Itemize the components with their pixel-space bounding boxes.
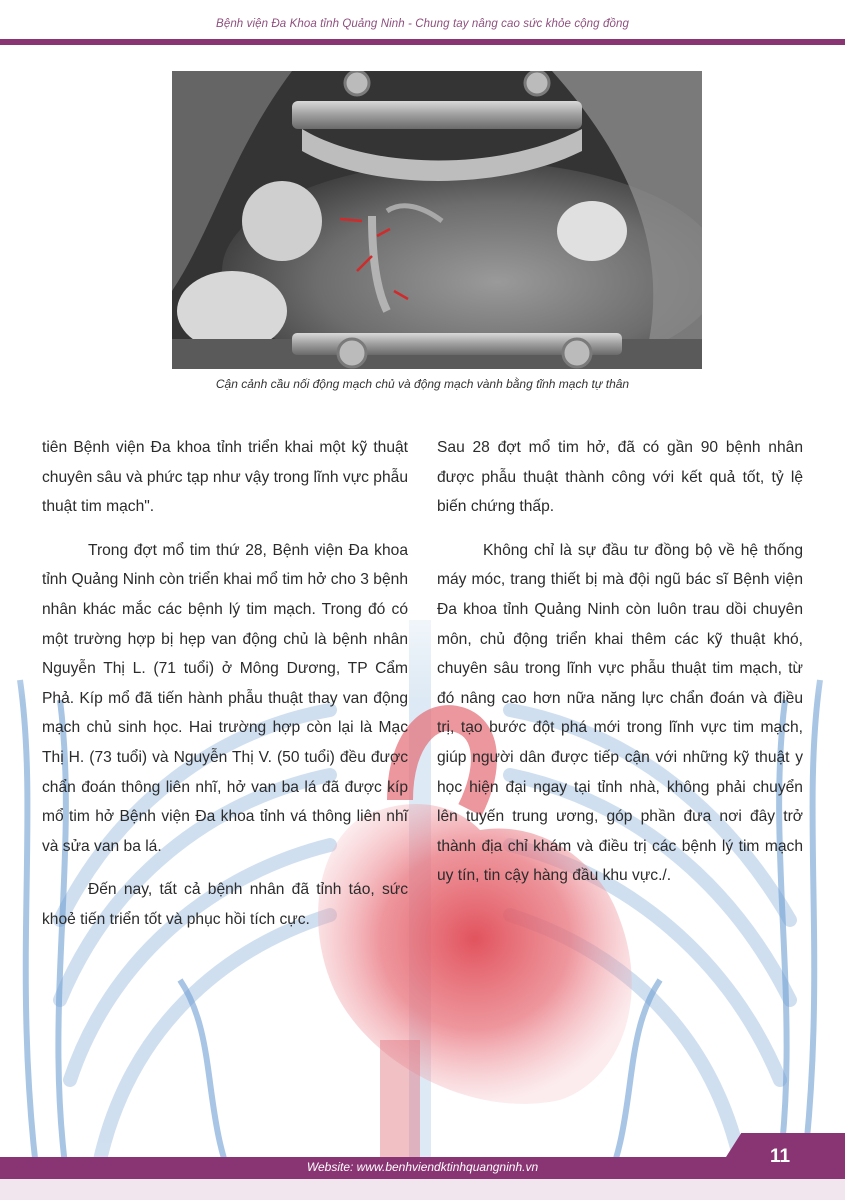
- paragraph: Đến nay, tất cả bệnh nhân đã tỉnh táo, sức khoẻ tiến triển tốt và phục hồi tích cực.: [42, 881, 408, 928]
- paragraph: Trong đợt mổ tim thứ 28, Bệnh viện Đa khoa tỉnh Quảng Ninh còn triển khai mổ tim hở cho 3 bệnh nhân khác mắc các bệnh lý tim mạch. Trong đó có một trường hợp bị hẹp van động chủ là bệnh nhân Nguyễn Thị L. (71 tuổi) ở Mông Dương, TP Cẩm Phả. Kíp mổ đã tiến hành phẫu thuật thay van động mạch chủ sinh học. Hai trường hợp còn lại là Mạc Thị H. (73 tuổi) và Nguyễn Thị V. (50 tuổi) đều được chẩn đoán thông liên nhĩ, hở van ba lá đã được kíp mổ tim hở Bệnh viện Đa khoa tỉnh vá thông liên nhĩ và sửa van ba lá.: [42, 541, 408, 855]
- surgery-photo: [172, 71, 702, 369]
- paragraph: Sau 28 đợt mổ tim hở, đã có gần 90 bệnh nhân được phẫu thuật thành công với kết quả tốt, tỷ lệ biến chứng thấp.: [437, 439, 803, 516]
- footer-website: Website: www.benhviendktinhquangninh.vn: [306, 1160, 539, 1174]
- photo-caption: Cận cảnh cầu nối động mạch chủ và động mạch vành bằng tĩnh mạch tự thân: [215, 377, 630, 391]
- footer-strip: [0, 1179, 845, 1200]
- page-number: 11: [770, 1146, 791, 1167]
- paragraph: Không chỉ là sự đầu tư đồng bộ về hệ thống máy móc, trang thiết bị mà đội ngũ bác sĩ Bệnh viện Đa khoa tỉnh Quảng Ninh còn luôn trau dồi chuyên môn, chủ động triển khai thêm các kỹ thuật khó, chuyên sâu trong lĩnh vực phẫu thuật tim mạch, từ đó nâng cao hơn nữa năng lực chẩn đoán và điều trị, tạo bước đột phá mới trong lĩnh vực tim mạch, giúp người dân được tiếp cận với những kỹ thuật y học hiện đại ngay tại tỉnh nhà, không phải chuyển lên tuyến trung ương, góp phần đưa nơi đây trở thành địa chỉ khám và điều trị các bệnh lý tim mạch uy tín, tin cậy hàng đầu khu vực./.: [437, 541, 803, 885]
- article-left-column: [42, 433, 408, 949]
- running-header: Bệnh viện Đa Khoa tỉnh Quảng Ninh - Chung tay nâng cao sức khỏe cộng đồng: [216, 18, 629, 30]
- header-rule: [0, 39, 845, 45]
- article-right-column: [437, 433, 803, 905]
- paragraph: tiên Bệnh viện Đa khoa tỉnh triển khai một kỹ thuật chuyên sâu và phức tạp như vậy trong lĩnh vực phẫu thuật tim mạch".: [42, 439, 408, 516]
